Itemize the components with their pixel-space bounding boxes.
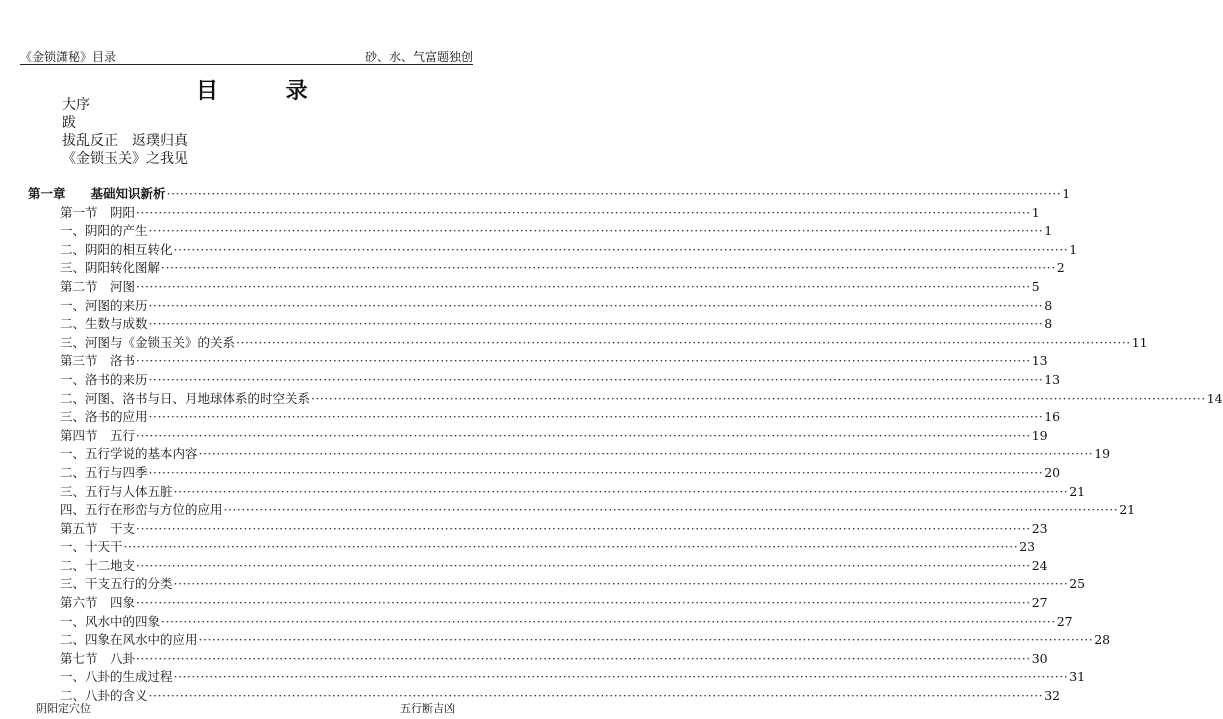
toc-leader-dots: ········································································································································································································ [136, 427, 1031, 443]
toc-page-number: 16 [1044, 409, 1061, 425]
toc-leader-dots: ········································································································································································································ [161, 260, 1056, 276]
toc-page-number: 1 [1062, 186, 1071, 201]
toc-label: 二、十二地支 [60, 557, 136, 573]
toc-entry[interactable] [28, 258, 1065, 277]
toc-entry[interactable] [28, 444, 1111, 463]
toc-chapter[interactable] [28, 184, 1071, 203]
toc-leader-dots: ········································································································································································································ [148, 688, 1044, 704]
toc-page-number: 23 [1019, 539, 1036, 555]
toc-label: 二、生数与成数 [60, 316, 148, 332]
toc-label: 三、五行与人体五脏 [60, 483, 173, 499]
toc-section[interactable] [28, 519, 1048, 538]
toc-page-number: 11 [1131, 334, 1148, 350]
toc-entry[interactable] [28, 556, 1048, 575]
toc-label: 一、风水中的四象 [60, 613, 161, 629]
footer-right: 五行断吉凶 [400, 702, 455, 715]
toc-entry[interactable] [28, 574, 1086, 593]
toc-label: 第五节 干支 [60, 520, 136, 536]
running-footer [36, 700, 455, 716]
toc-leader-dots: ········································································································································································································ [198, 446, 1094, 462]
toc-leader-dots: ········································································································································································································ [123, 539, 1019, 555]
toc-entry[interactable] [28, 370, 1061, 389]
toc-leader-dots: ········································································································································································································ [166, 186, 1062, 201]
toc-leader-dots: ········································································································································································································ [161, 613, 1056, 629]
toc-leader-dots: ········································································································································································································ [136, 204, 1031, 220]
table-of-contents [28, 184, 1223, 705]
toc-label: 第三节 洛书 [60, 353, 136, 369]
toc-section[interactable] [28, 426, 1048, 445]
toc-entry[interactable] [28, 482, 1086, 501]
toc-page-number: 23 [1031, 520, 1048, 536]
toc-section[interactable] [28, 203, 1040, 222]
toc-label: 二、四象在风水中的应用 [60, 632, 198, 648]
toc-page-number: 19 [1094, 446, 1111, 462]
toc-page-number: 27 [1056, 613, 1073, 629]
toc-leader-dots: ········································································································································································································ [148, 297, 1044, 313]
toc-leader-dots: ········································································································································································································ [173, 241, 1069, 257]
header-left: 《金锁潇秘》目录 [20, 50, 117, 64]
toc-page-number: 32 [1044, 688, 1061, 704]
toc-page-number: 28 [1094, 632, 1111, 648]
toc-entry[interactable] [28, 630, 1111, 649]
toc-leader-dots: ········································································································································································································ [136, 520, 1031, 536]
toc-label: 二、河图、洛书与日、月地球体系的时空关系 [60, 390, 311, 406]
toc-label: 第七节 八卦 [60, 650, 136, 666]
toc-leader-dots: ········································································································································································································ [148, 223, 1044, 239]
header-right: 砂、水、气富题独创 [364, 50, 473, 64]
toc-label: 第六节 四象 [60, 595, 136, 611]
toc-page-number: 31 [1069, 669, 1086, 685]
toc-label: 第一章 基础知识新析 [28, 186, 166, 201]
toc-entry[interactable] [28, 463, 1061, 482]
toc-section[interactable] [28, 649, 1048, 668]
toc-leader-dots: ········································································································································································································ [136, 595, 1031, 611]
toc-label: 四、五行在形峦与方位的应用 [60, 502, 223, 518]
toc-page-number: 21 [1119, 502, 1136, 518]
toc-leader-dots: ········································································································································································································ [173, 669, 1069, 685]
toc-entry[interactable] [28, 389, 1223, 408]
toc-label: 二、阴阳的相互转化 [60, 241, 173, 257]
intro-item: 大序 [62, 97, 90, 113]
toc-entry[interactable] [28, 240, 1078, 259]
toc-label: 一、阴阳的产生 [60, 223, 148, 239]
running-header [20, 48, 473, 65]
toc-entry[interactable] [28, 314, 1053, 333]
toc-entry[interactable] [28, 296, 1053, 315]
toc-page-number: 2 [1056, 260, 1065, 276]
toc-page-number: 30 [1031, 650, 1048, 666]
toc-entry[interactable] [28, 537, 1036, 556]
intro-list [62, 96, 188, 168]
toc-entry[interactable] [28, 333, 1148, 352]
toc-page-number: 13 [1031, 353, 1048, 369]
toc-page-number: 25 [1069, 576, 1086, 592]
toc-leader-dots: ········································································································································································································ [173, 483, 1069, 499]
toc-leader-dots: ········································································································································································································ [136, 650, 1031, 666]
toc-label: 一、洛书的来历 [60, 371, 148, 387]
header-rule [20, 64, 473, 65]
page-title: 目 录 [196, 78, 338, 104]
toc-leader-dots: ········································································································································································································ [148, 371, 1044, 387]
toc-leader-dots: ········································································································································································································ [173, 576, 1069, 592]
toc-label: 一、五行学说的基本内容 [60, 446, 198, 462]
toc-label: 一、八卦的生成过程 [60, 669, 173, 685]
toc-section[interactable] [28, 277, 1040, 296]
toc-page-number: 24 [1031, 557, 1048, 573]
toc-entry[interactable] [28, 500, 1136, 519]
toc-page-number: 1 [1031, 204, 1040, 220]
intro-item: 《金锁玉关》之我见 [62, 151, 188, 167]
intro-item: 跋 [62, 115, 76, 131]
toc-label: 第一节 阴阳 [60, 204, 136, 220]
toc-leader-dots: ········································································································································································································ [148, 316, 1044, 332]
toc-label: 第二节 河图 [60, 278, 136, 294]
toc-leader-dots: ········································································································································································································ [311, 390, 1206, 406]
toc-leader-dots: ········································································································································································································ [148, 464, 1044, 480]
toc-page-number: 13 [1044, 371, 1061, 387]
toc-leader-dots: ········································································································································································································ [148, 409, 1044, 425]
toc-label: 第四节 五行 [60, 427, 136, 443]
toc-entry[interactable] [28, 612, 1073, 631]
toc-page-number: 27 [1031, 595, 1048, 611]
toc-page-number: 1 [1044, 223, 1053, 239]
toc-leader-dots: ········································································································································································································ [223, 502, 1119, 518]
toc-page-number: 19 [1031, 427, 1048, 443]
toc-label: 三、河图与《金锁玉关》的关系 [60, 334, 236, 350]
toc-label: 一、河图的来历 [60, 297, 148, 313]
footer-left: 阴阳定穴位 [36, 702, 91, 715]
toc-entry[interactable] [28, 667, 1086, 686]
toc-page-number: 8 [1044, 316, 1053, 332]
toc-page-number: 8 [1044, 297, 1053, 313]
toc-label: 三、洛书的应用 [60, 409, 148, 425]
toc-page-number: 14 [1206, 390, 1223, 406]
toc-label: 二、五行与四季 [60, 464, 148, 480]
toc-section[interactable] [28, 351, 1048, 370]
toc-leader-dots: ········································································································································································································ [198, 632, 1094, 648]
toc-label: 三、阴阳转化图解 [60, 260, 161, 276]
toc-entry[interactable] [28, 221, 1053, 240]
toc-page-number: 5 [1031, 278, 1040, 294]
toc-leader-dots: ········································································································································································································ [236, 334, 1131, 350]
intro-item: 拔乱反正 返璞归真 [62, 133, 188, 149]
toc-leader-dots: ········································································································································································································ [136, 278, 1031, 294]
toc-entry[interactable] [28, 407, 1061, 426]
toc-label: 一、十天干 [60, 539, 123, 555]
toc-leader-dots: ········································································································································································································ [136, 557, 1031, 573]
toc-label: 二、八卦的含义 [60, 688, 148, 704]
toc-leader-dots: ········································································································································································································ [136, 353, 1031, 369]
toc-page-number: 1 [1069, 241, 1078, 257]
toc-page-number: 21 [1069, 483, 1086, 499]
toc-section[interactable] [28, 593, 1048, 612]
toc-label: 三、干支五行的分类 [60, 576, 173, 592]
toc-page-number: 20 [1044, 464, 1061, 480]
